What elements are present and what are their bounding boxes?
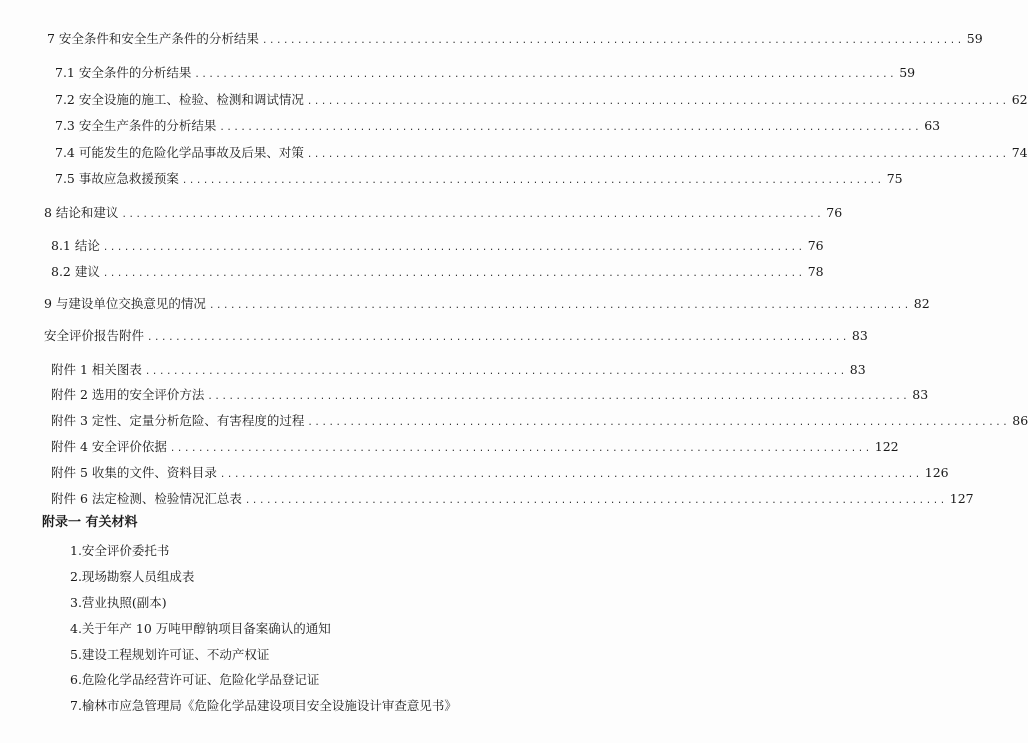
toc-entry-7-3[interactable]	[55, 116, 941, 134]
toc-entry-attachment-4[interactable]	[51, 437, 899, 455]
toc-leader-dots: ....................................................................................................	[207, 392, 910, 402]
toc-page-number: 59	[899, 65, 916, 80]
toc-leader-dots: ....................................................................................................	[307, 418, 1010, 428]
toc-leader-dots: ....................................................................................................	[194, 70, 897, 80]
toc-label: 附件 4 安全评价依据	[51, 439, 167, 454]
toc-entry-7-5[interactable]	[55, 169, 903, 187]
toc-label: 附件 6 法定检测、检验情况汇总表	[51, 491, 242, 506]
toc-entry-attachment-5[interactable]	[51, 463, 949, 481]
toc-entry-attachment-2[interactable]	[51, 385, 929, 403]
appendix-item: 4.关于年产 10 万吨甲醇钠项目备案确认的通知	[70, 621, 331, 636]
toc-page-number: 62	[1011, 92, 1028, 107]
toc-entry-report-attachments[interactable]	[44, 326, 868, 344]
appendix-title: 附录一 有关材料	[42, 515, 138, 530]
toc-leader-dots: ....................................................................................................	[121, 210, 824, 220]
toc-leader-dots: ....................................................................................................	[219, 123, 922, 133]
toc-leader-dots: ....................................................................................................	[306, 150, 1009, 160]
toc-label: 7.2 安全设施的施工、检验、检测和调试情况	[55, 92, 304, 107]
toc-label: 7.4 可能发生的危险化学品事故及后果、对策	[55, 145, 304, 160]
toc-leader-dots: ....................................................................................................	[144, 367, 847, 377]
toc-leader-dots: ....................................................................................................	[102, 243, 805, 253]
toc-entry-7-1[interactable]	[55, 63, 916, 81]
toc-page-number: 78	[807, 264, 824, 279]
toc-entry-7-2[interactable]	[55, 90, 1028, 108]
toc-label: 附件 5 收集的文件、资料目录	[51, 465, 217, 480]
toc-page-number: 76	[826, 205, 843, 220]
toc-page-number: 59	[966, 31, 983, 46]
toc-leader-dots: ....................................................................................................	[244, 496, 947, 506]
toc-label: 附件 3 定性、定量分析危险、有害程度的过程	[51, 413, 305, 428]
toc-entry-7[interactable]	[47, 29, 983, 47]
toc-leader-dots: ....................................................................................................	[147, 333, 849, 343]
toc-page-number: 75	[886, 171, 903, 186]
toc-label: 9 与建设单位交换意见的情况	[44, 296, 206, 311]
appendix-item: 1.安全评价委托书	[70, 543, 170, 558]
toc-label: 8 结论和建议	[44, 205, 119, 220]
toc-entry-attachment-1[interactable]	[51, 360, 866, 378]
toc-page-number: 86	[1012, 413, 1028, 428]
appendix-item: 5.建设工程规划许可证、不动产权证	[70, 647, 270, 662]
toc-entry-8-1[interactable]	[51, 236, 824, 254]
toc-label: 附件 2 选用的安全评价方法	[51, 387, 205, 402]
toc-label: 7 安全条件和安全生产条件的分析结果	[47, 31, 259, 46]
toc-leader-dots: ....................................................................................................	[102, 269, 805, 279]
appendix-item: 2.现场勘察人员组成表	[70, 569, 195, 584]
toc-leader-dots: ....................................................................................................	[219, 470, 922, 480]
toc-label: 8.2 建议	[51, 264, 100, 279]
toc-page-number: 83	[912, 387, 929, 402]
toc-page-number: 83	[849, 362, 866, 377]
toc-leader-dots: ....................................................................................................	[208, 301, 911, 311]
toc-label: 8.1 结论	[51, 238, 100, 253]
toc-leader-dots: ....................................................................................................	[261, 36, 964, 46]
toc-leader-dots: ....................................................................................................	[169, 444, 872, 454]
toc-page-number: 76	[807, 238, 824, 253]
toc-page-number: 83	[851, 328, 868, 343]
toc-label: 7.3 安全生产条件的分析结果	[55, 118, 217, 133]
toc-entry-attachment-6[interactable]	[51, 489, 974, 507]
toc-page-number: 122	[874, 439, 899, 454]
toc-page-number: 63	[924, 118, 941, 133]
toc-entry-7-4[interactable]	[55, 143, 1028, 161]
appendix-item: 7.榆林市应急管理局《危险化学品建设项目安全设施设计审查意见书》	[70, 698, 457, 713]
toc-label: 7.5 事故应急救援预案	[55, 171, 179, 186]
toc-page-number: 82	[913, 296, 930, 311]
toc-page-number: 126	[924, 465, 949, 480]
toc-page-number: 127	[949, 491, 974, 506]
toc-label: 7.1 安全条件的分析结果	[55, 65, 192, 80]
toc-leader-dots: ....................................................................................................	[181, 176, 884, 186]
toc-entry-attachment-3[interactable]	[51, 411, 1028, 429]
toc-entry-9[interactable]	[44, 294, 930, 312]
toc-label: 安全评价报告附件	[44, 328, 145, 343]
toc-entry-8[interactable]	[44, 203, 843, 221]
toc-page-number: 74	[1011, 145, 1028, 160]
appendix-item: 3.营业执照(副本)	[70, 595, 167, 610]
appendix-item: 6.危险化学品经营许可证、危险化学品登记证	[70, 672, 320, 687]
toc-entry-8-2[interactable]	[51, 262, 824, 280]
toc-leader-dots: ....................................................................................................	[306, 97, 1009, 107]
toc-label: 附件 1 相关图表	[51, 362, 142, 377]
